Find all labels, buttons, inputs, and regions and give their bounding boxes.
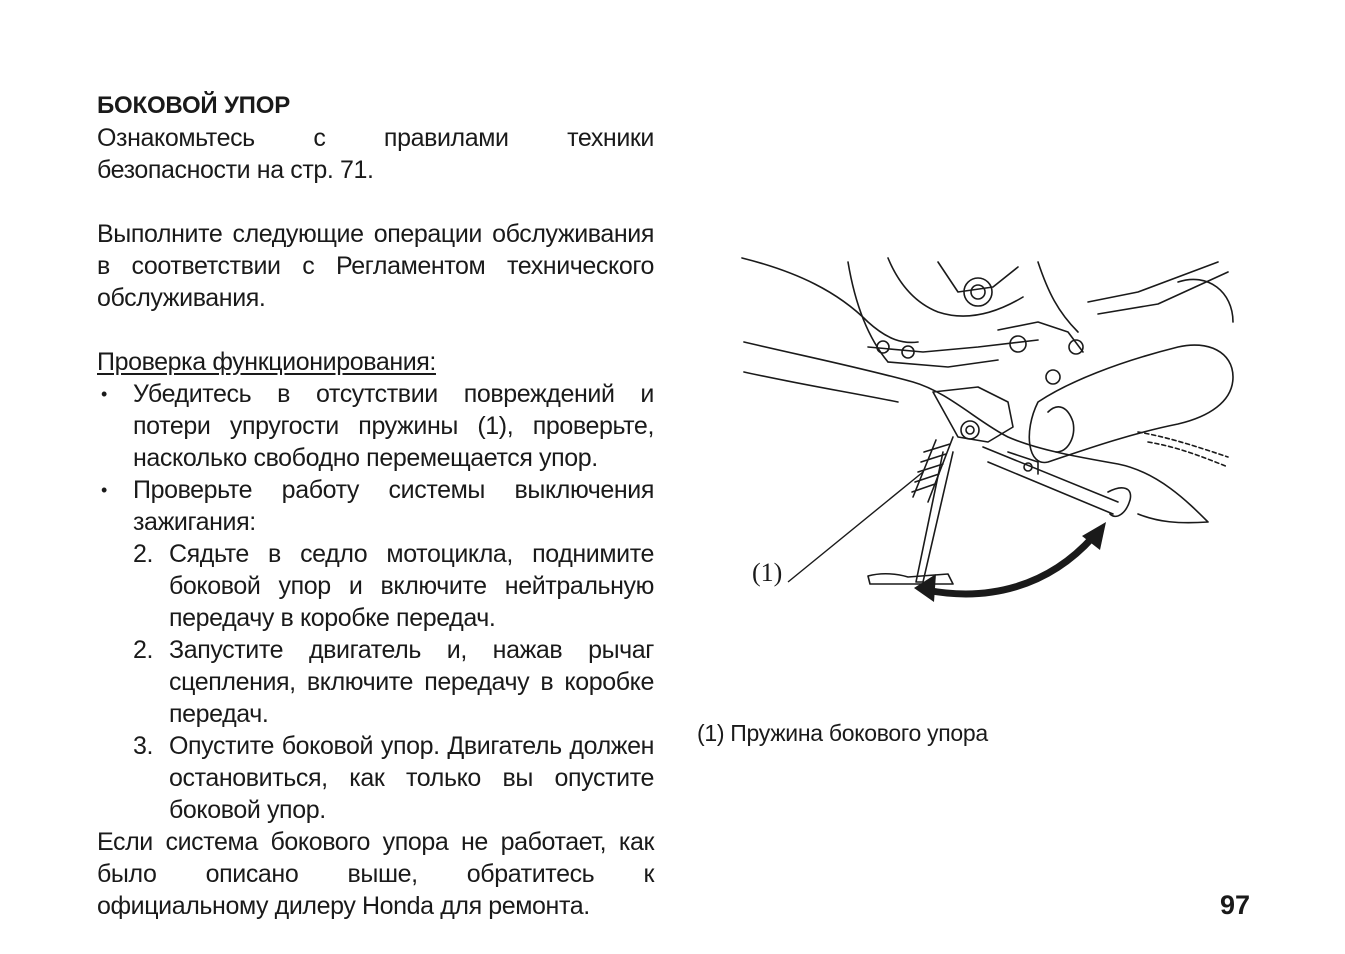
- movement-arrow: [926, 537, 1093, 594]
- spring-icon: [912, 437, 953, 502]
- bullet-text: Убедитесь в отсутствии повреждений и потери упругости пружины (1), проверьте, насколько свободно перемещается упор.: [133, 380, 654, 472]
- section-title: БОКОВОЙ УПОР: [97, 92, 291, 119]
- safety-reference: Ознакомьтесь с правилами техники безопасности на стр. 71.: [97, 124, 654, 184]
- page-number: 97: [1220, 890, 1251, 920]
- muffler-outline: [1029, 345, 1233, 462]
- step-text: Запустите двигатель и, нажав рычаг сцепления, включите передачу в коробке передач.: [169, 636, 654, 728]
- maintenance-paragraph: Выполните следующие операции обслуживания в соответствии с Регламентом технического обслуживания.: [97, 220, 654, 312]
- step-item: [97, 730, 654, 826]
- steps-list: [97, 538, 654, 826]
- bullet-mark: •: [101, 384, 107, 404]
- spacer: [97, 186, 654, 218]
- bullet-item: [97, 378, 654, 474]
- bullet-text: Проверьте работу системы выключения зажигания:: [133, 476, 654, 536]
- side-stand-up: [983, 447, 1118, 514]
- step-number: 2.: [133, 636, 154, 664]
- step-item: [97, 538, 654, 634]
- step-number: 3.: [133, 732, 154, 760]
- step-text: Сядьте в седло мотоцикла, поднимите боковой упор и включите нейтральную передачу в коробке передач.: [169, 540, 654, 632]
- step-number: 2.: [133, 540, 154, 568]
- bullet-item: [97, 474, 654, 538]
- function-check-subheading: Проверка функционирования:: [97, 348, 436, 376]
- bullet-mark: •: [101, 480, 107, 500]
- callout-label: (1): [752, 558, 783, 587]
- fairing-outline: [742, 258, 918, 342]
- closing-paragraph: Если система бокового упора не работает, как было описано выше, обратитесь к официальному дилеру Honda для ремонта.: [97, 828, 654, 920]
- drive-chain: [1138, 432, 1228, 457]
- figure-caption: (1) Пружина бокового упора: [697, 720, 988, 746]
- bullet-list: [97, 378, 654, 538]
- spacer: [97, 314, 654, 346]
- step-item: [97, 634, 654, 730]
- step-text: Опустите боковой упор. Двигатель должен остановиться, как только вы опустите боковой упор.: [169, 732, 654, 824]
- body-curve: [744, 372, 898, 402]
- main-text-column: [97, 90, 654, 922]
- side-stand-illustration: [738, 252, 1238, 612]
- callout-leader-line: [788, 472, 923, 582]
